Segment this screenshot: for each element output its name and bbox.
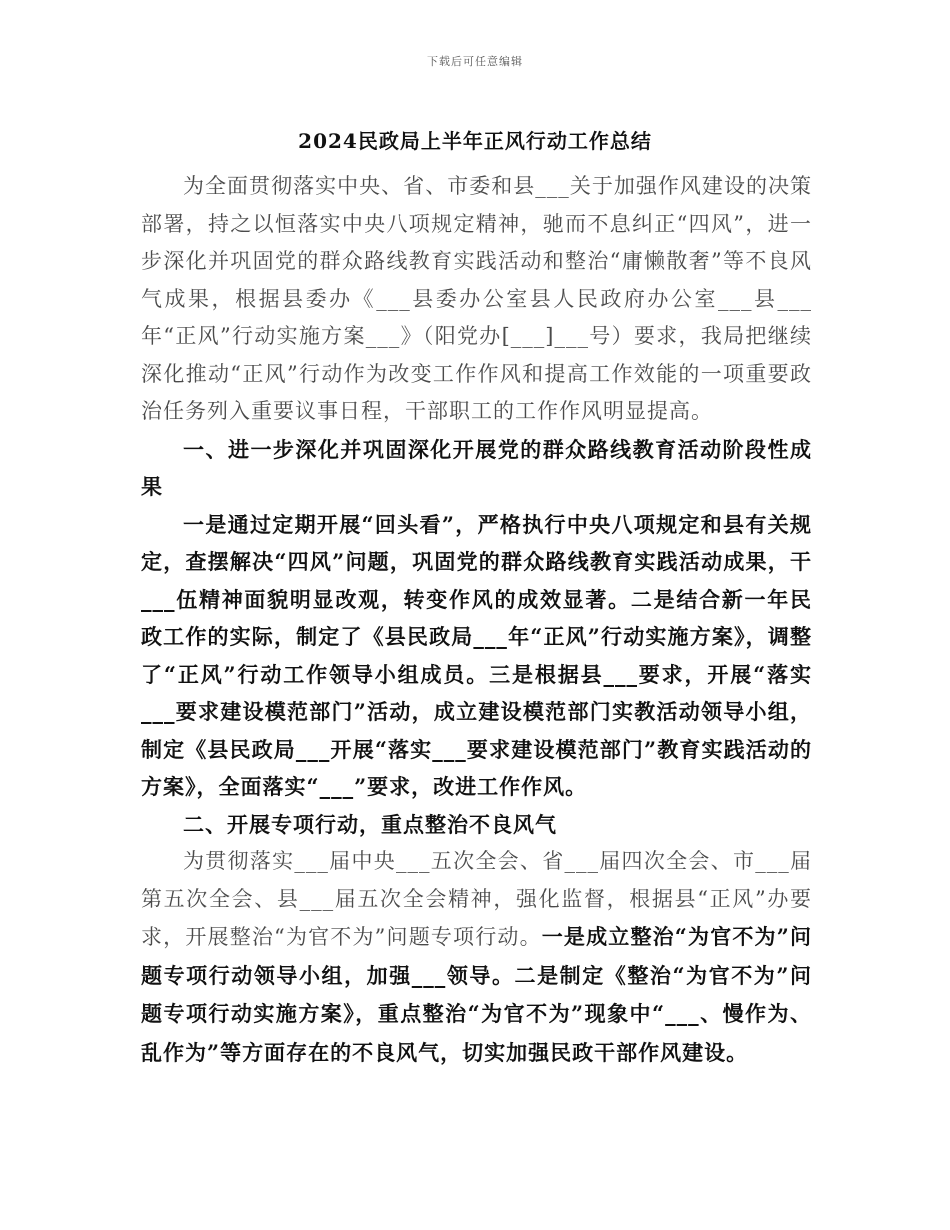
section-2-paragraph (141, 843, 812, 1072)
section-2-heading: 二、开展专项行动，重点整治不良风气 (183, 811, 557, 837)
section-1-heading: 一、进一步深化并巩固深化开展党的群众路线教育活动阶段性成果 (141, 436, 812, 499)
intro-paragraph: 为全面贯彻落实中央、省、市委和县___关于加强作风建设的决策部署，持之以恒落实中央八项规定精神，驰而不息纠正“四风”，进一步深化并巩固党的群众路线教育实践活动和整治“庸懒散奢”等不良风气成果，根据县委办《___县委办公室县人民政府办公室___县___年“正风”行动实施方案___》（阳党办[___]___号）要求，我局把继续深化推动“正风”行动作为改变工作作风和提高工作效能的一项重要政治任务列入重要议事日程，干部职工的工作作风明显提高。 (141, 174, 812, 423)
section-2-paragraph-part-a: 为贯彻落实___届中央___五次全会、省___届四次全会、市___届第五次全会、县___届五次全会精神，强化监督，根据县“正风”办要求，开展整治“为官不为”问题专项行动。 (141, 849, 812, 949)
page-header-note: 下载后可任意编辑 (427, 55, 523, 68)
document-title: 2024民政局上半年正风行动工作总结 (298, 129, 652, 153)
document-body (141, 168, 812, 1072)
section-2-paragraph-part-b: 一是成立整治“为官不为”问题专项行动领导小组，加强___领导。二是制定《整治“为官不为”问题专项行动实施方案》，重点整治“为官不为”现象中“___、慢作为、乱作为”等方面存在的不良风气，切实加强民政干部作风建设。 (141, 924, 812, 1065)
section-1-paragraph: 一是通过定期开展“回头看”，严格执行中央八项规定和县有关规定，查摆解决“四风”问题，巩固党的群众路线教育实践活动成果，干___伍精神面貌明显改观，转变作风的成效显著。二是结合新一年民政工作的实际，制定了《县民政局___年“正风”行动实施方案》，调整了“正风”行动工作领导小组成员。三是根据县___要求，开展“落实___要求建设模范部门”活动，成立建设模范部门实教活动领导小组，制定《县民政局___开展“落实___要求建设模范部门”教育实践活动的方案》，全面落实“___”要求，改进工作作风。 (141, 511, 812, 799)
